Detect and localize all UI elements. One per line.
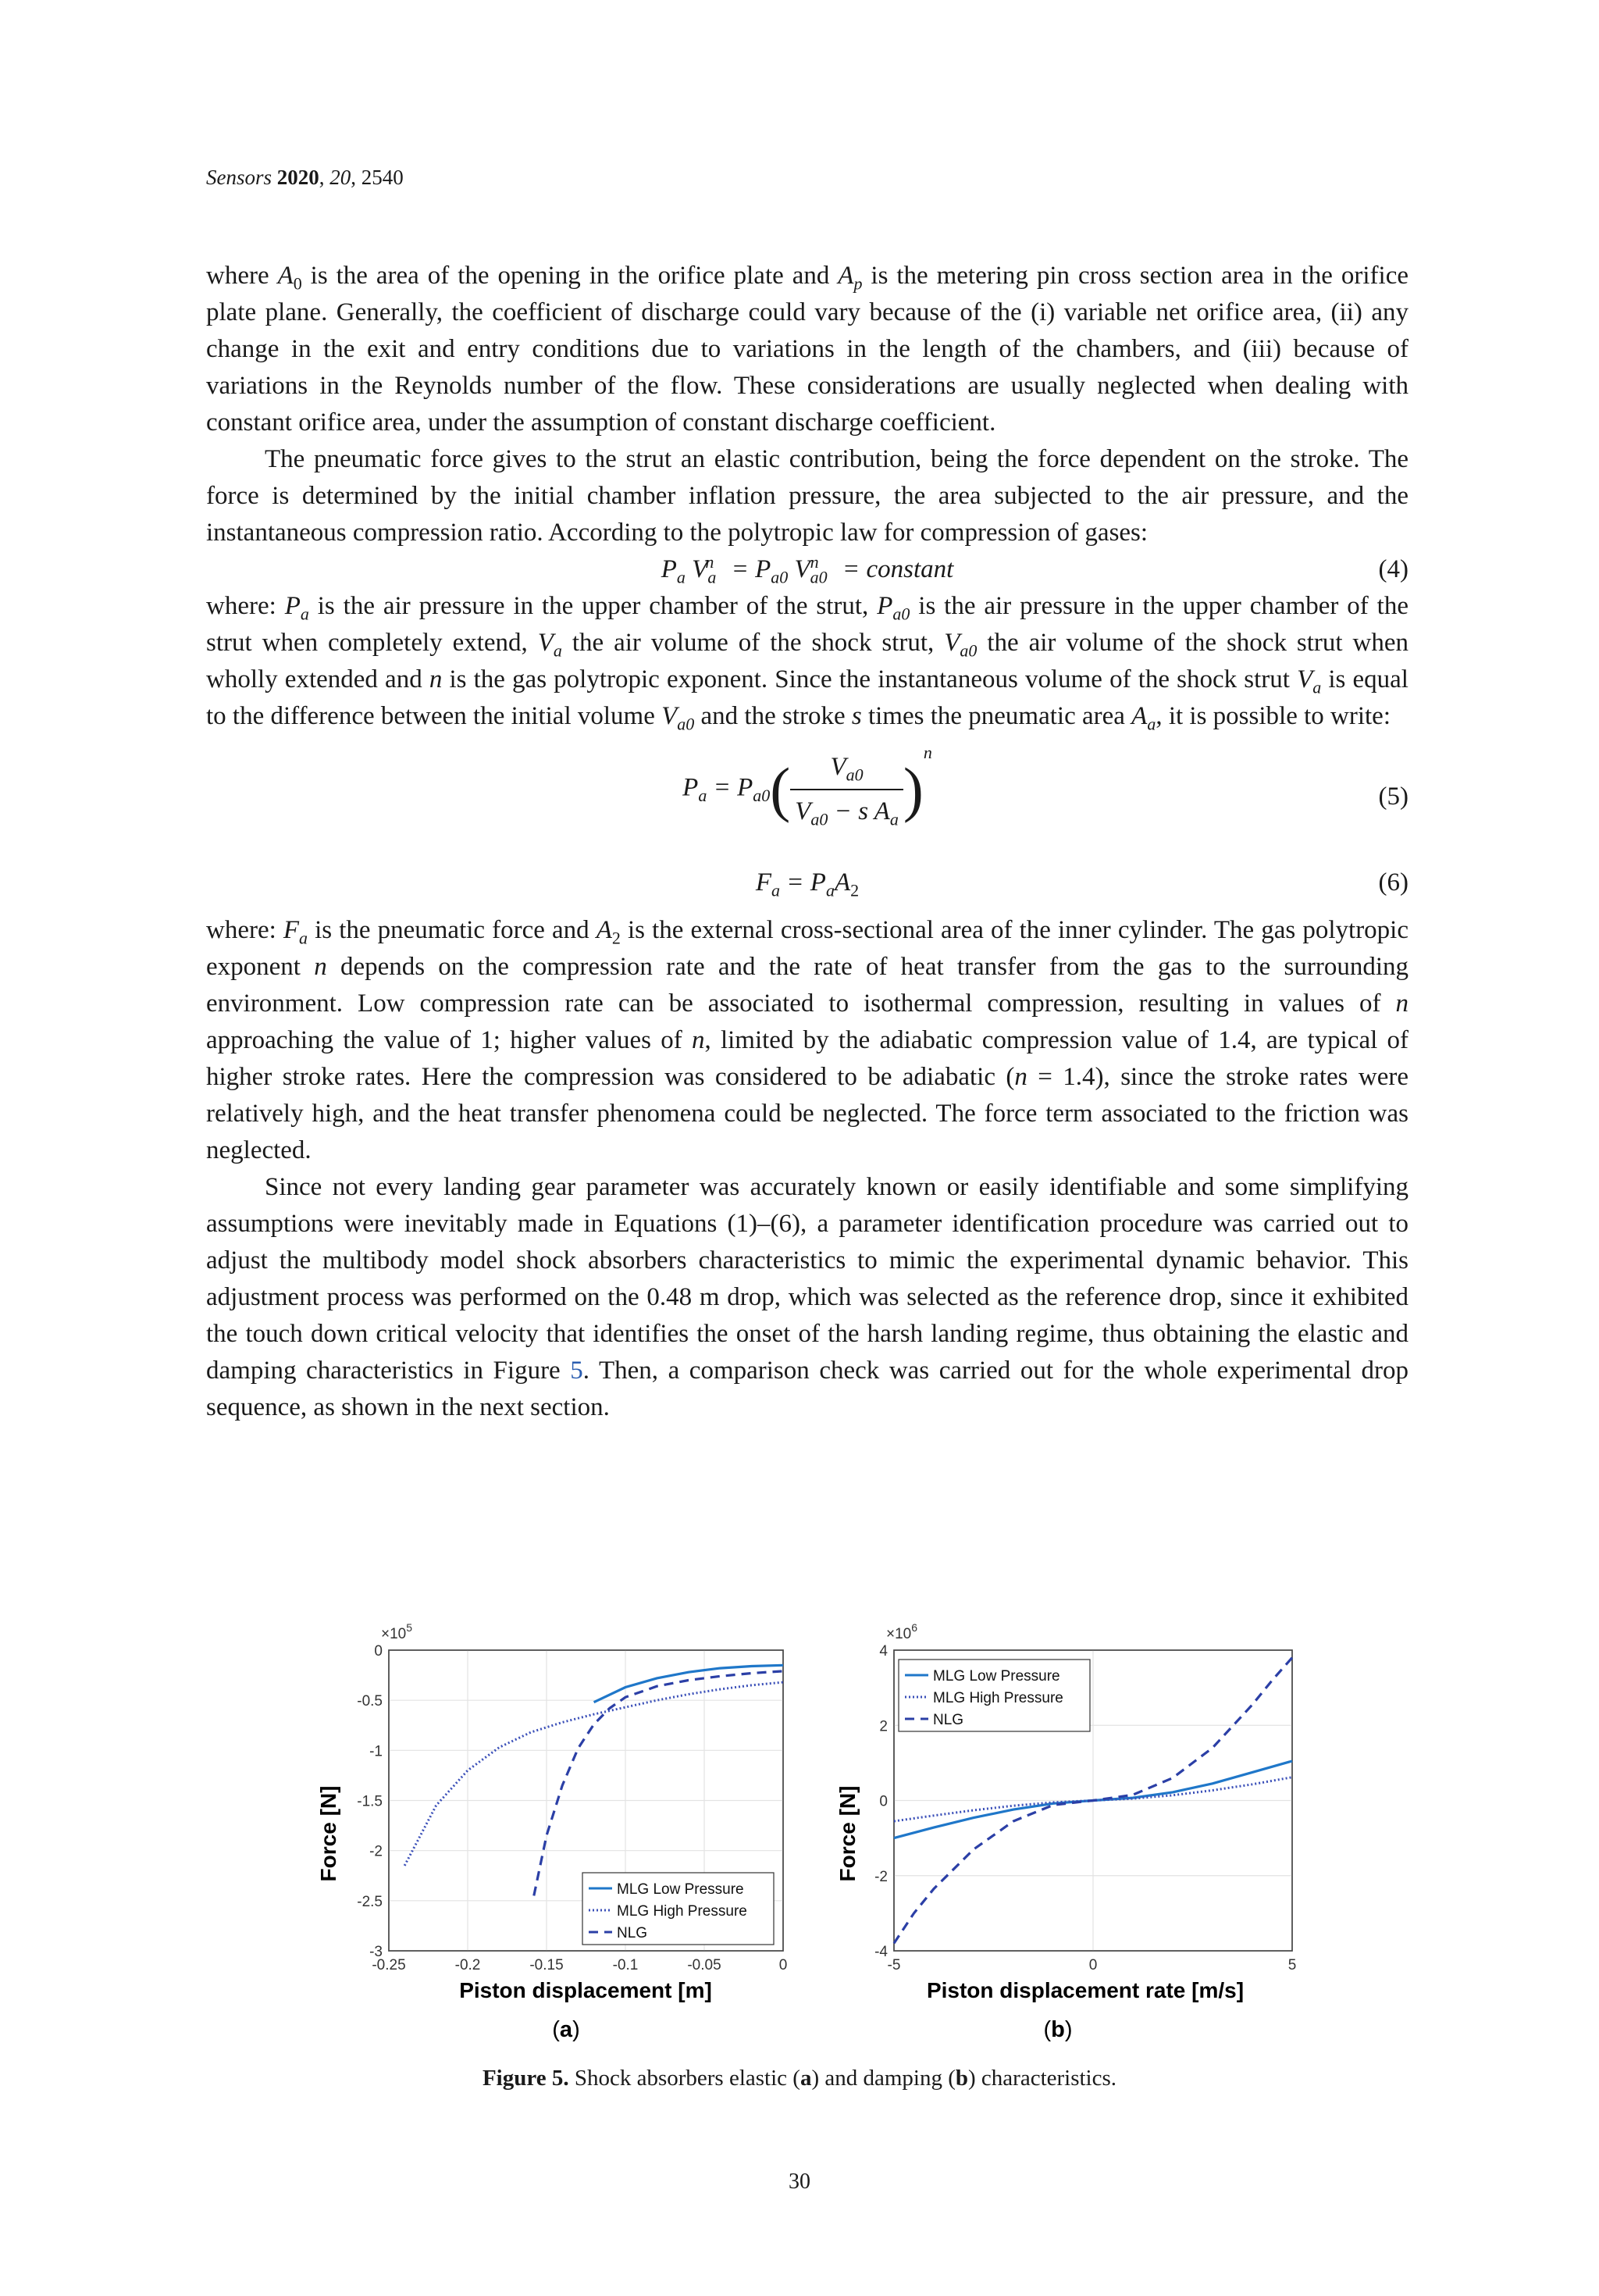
chart-a-xlabel: Piston displacement [m] [459,1978,712,2002]
chart-b-xlabel: Piston displacement rate [m/s] [926,1978,1245,2002]
y-tick-label: -1 [369,1743,383,1760]
y-tick-label: -4 [874,1944,888,1960]
equation-4: $P_a$ $V_a^n = P_{a0}$ $V_{a0}^n$ = constant (4) [661,552,1408,587]
body-text [206,258,1408,1426]
y-tick-label: -1.5 [357,1793,383,1810]
legend-entry: NLG [617,1925,648,1941]
legend-entry: NLG [933,1712,964,1728]
chart-b-multiplier: $\times 10^6$ [886,1621,918,1642]
x-tick-label: -0.1 [612,1957,639,1973]
chart-a-multiplier: $\times 10^5$ [381,1621,413,1642]
legend-entry: MLG Low Pressure [933,1668,1060,1685]
chart-b-ylabel: Force [N] [835,1785,860,1882]
legend-entry: MLG High Pressure [933,1690,1063,1706]
y-tick-label: 4 [879,1643,888,1660]
figure-5 [312,1615,1296,2052]
legend-entry: MLG High Pressure [617,1903,747,1920]
figure-caption: Figure 5. Shock absorbers elastic (a) and damping (b) characteristics. [482,2066,1117,2091]
paragraph: where: $F_a$ is the pneumatic force and $A_2$ is the external cross-sectional area of the inner cylinder. The gas polytropic exponent n depends on the compression rate and the rate of heat transfer from the gas to the surrounding environment. Low compression rate can be associated to isothermal compression, resulting in values of n approaching the value of 1; higher values of n, limited by the adiabatic compression value of 1.4, are typical of higher stroke rates. Here the compression was considered to be adiabatic (n = 1.4), since the stroke rates were relatively high, and the heat transfer phenomena could be neglected. The force term associated to the friction was neglected. [206,916,1409,1164]
figure-link[interactable]: 5 [570,1357,583,1385]
x-tick-label: -0.15 [529,1957,564,1973]
page-number: 30 [789,2169,810,2194]
x-tick-label: 0 [778,1957,788,1973]
paragraph: Since not every landing gear parameter was accurately known or easily identifiable and some simplifying assumptions were inevitably made in Equations (1)–(6), a parameter identification procedure was carried out to adjust the multibody model shock absorbers characteristics to mimic the experimental dynamic behavior. This adjustment process was performed on the 0.48 m drop, which was selected as the reference drop, since it exhibited the touch down critical velocity that identifies the onset of the harsh landing regime, thus obtaining the elastic and damping characteristics in Figure 5. Then, a comparison check was carried out for the whole experimental drop sequence, as shown in the next section. [206,1173,1408,1421]
x-tick-label: -0.25 [372,1957,406,1973]
legend-entry: MLG Low Pressure [617,1881,744,1898]
equation-5: $P_a = P_{a0}$( $\frac{V_{a0}}{V_{a0} - s A_a}$ )$^n$ (5) [682,742,1408,829]
y-tick-label: 2 [879,1718,888,1735]
running-header: Sensors 2020, 20, 2540 [206,166,404,189]
y-tick-label: 0 [879,1793,888,1810]
y-tick-label: -0.5 [357,1693,383,1710]
x-tick-label: -0.2 [454,1957,481,1973]
y-tick-label: -2 [874,1868,888,1885]
figure-svg [312,1615,1296,2052]
chart-b-panel-label: (b) [1043,2017,1073,2042]
x-tick-label: 0 [1088,1957,1098,1973]
paragraph: The pneumatic force gives to the strut an elastic contribution, being the force dependent on the stroke. The force is determined by the initial chamber inflation pressure, the area subjected to the air pressure, and the instantaneous compression ratio. According to the polytropic law for compression of gases: [206,445,1408,547]
x-tick-label: -5 [887,1957,901,1973]
chart-a-ylabel: Force [N] [316,1785,340,1882]
y-tick-label: -3 [369,1944,383,1960]
chart-a [316,1621,787,2042]
paragraph: where $A_0$ is the area of the opening in the orifice plate and $A_p$ is the metering pin cross section area in the orifice plate plane. Generally, the coefficient of discharge could vary because of the (i) variable net orifice area, (ii) any change in the exit and entry conditions due to variations in the length of the chambers, and (iii) because of variations in the Reynolds number of the flow. These considerations are usually neglected when dealing with constant orifice area, under the assumption of constant discharge coefficient. [206,262,1408,437]
x-tick-label: 5 [1287,1957,1296,1973]
x-tick-label: -0.05 [687,1957,721,1973]
paragraph: where: $P_a$ is the air pressure in the upper chamber of the strut, $P_{a0}$ is the air pressure in the upper chamber of the strut when completely extend, $V_a$ the air volume of the shock strut, $V_{a0}$ the air volume of the shock strut when wholly extended and n is the gas polytropic exponent. Since the instantaneous volume of the shock strut $V_a$ is equal to the difference between the initial volume $V_{a0}$ and the stroke s times the pneumatic area $A_a$, it is possible to write: [206,592,1408,734]
y-tick-label: 0 [374,1643,383,1660]
y-tick-label: -2.5 [357,1893,383,1910]
chart-b [835,1621,1296,2042]
y-tick-label: -2 [369,1843,383,1860]
equation-6: $F_a = P_aA_2$ (6) [755,868,1408,900]
chart-a-panel-label: (a) [552,2017,580,2042]
